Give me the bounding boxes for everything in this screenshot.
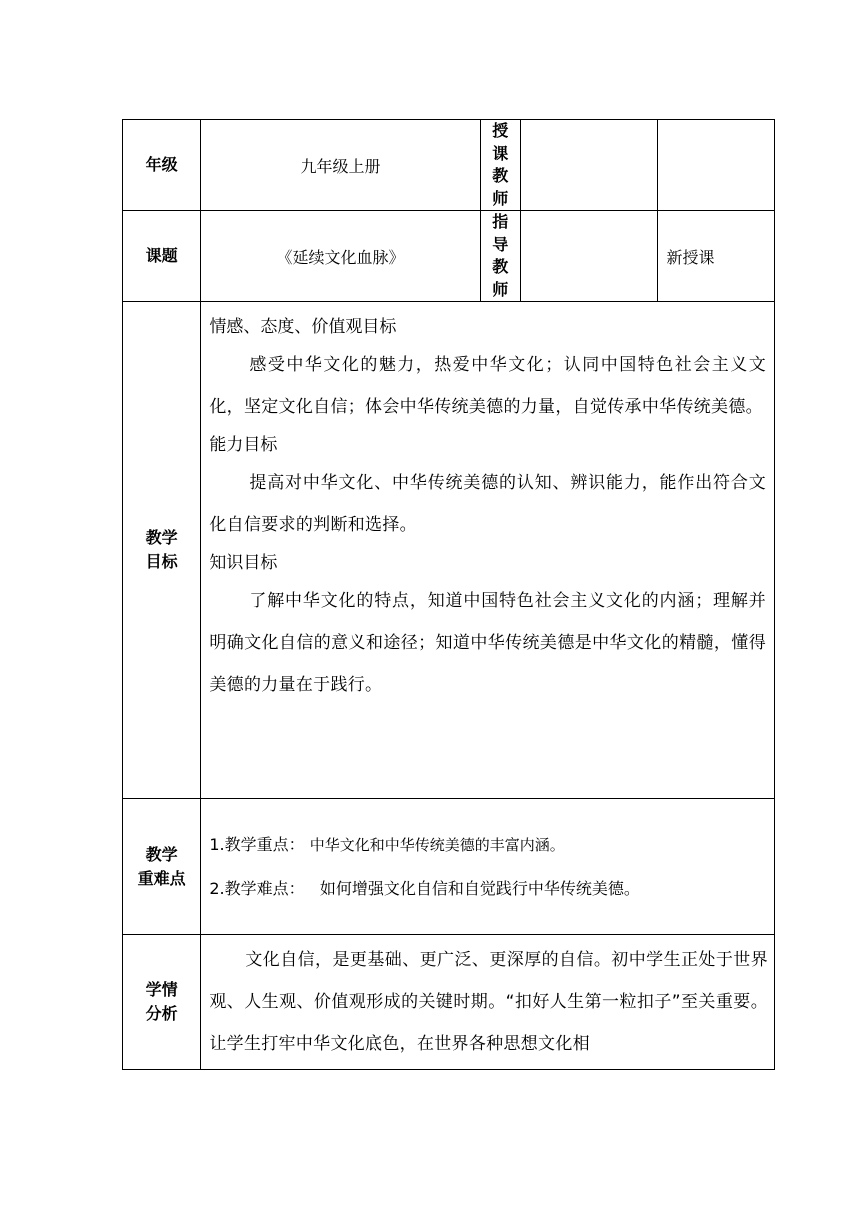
lesson-type: 新授课: [658, 211, 775, 302]
grade-row: [123, 120, 775, 211]
teacher-value: [520, 120, 658, 211]
guide-teacher-value: [520, 211, 658, 302]
goal-heading-knowledge: 知识目标: [209, 553, 278, 573]
grade-value: 九年级上册: [201, 120, 480, 211]
topic-value: 《延续文化血脉》: [201, 211, 480, 302]
analysis-row: [123, 935, 775, 1070]
goal-heading-ability: 能力目标: [209, 435, 278, 455]
analysis-content: [201, 935, 775, 1070]
topic-row: [123, 211, 775, 302]
goals-content: [201, 302, 775, 799]
teacher-label: 授 课 教 师: [480, 120, 520, 211]
difficult-point: 2.教学难点： 如何增强文化自信和自觉践行中华传统美德。: [209, 878, 640, 898]
grade-extra-cell: [658, 120, 775, 211]
guide-teacher-label: 指 导 教 师: [480, 211, 520, 302]
keys-label: 教学 重难点: [123, 799, 201, 935]
goals-label: 教学 目标: [123, 302, 201, 799]
keys-content: [201, 799, 775, 935]
lesson-plan-table: [122, 119, 775, 1070]
goal-text-attitude: 感受中华文化的魅力，热爱中华文化；认同中国特色社会主义文化，坚定文化自信；体会中华传统美德的力量，自觉传承中华传统美德。: [209, 355, 766, 417]
analysis-text: 文化自信，是更基础、更广泛、更深厚的自信。初中学生正处于世界观、人生观、价值观形成的关键时期。“扣好人生第一粒扣子”至关重要。让学生打牢中华文化底色，在世界各种思想文化相: [209, 950, 768, 1054]
goal-text-knowledge: 了解中华文化的特点，知道中国特色社会主义文化的内涵；理解并明确文化自信的意义和途径；知道中华传统美德是中华文化的精髓，懂得美德的力量在于践行。: [209, 591, 766, 695]
goals-row: [123, 302, 775, 799]
grade-label: 年级: [123, 120, 201, 211]
key-point: 1.教学重点： 中华文化和中华传统美德的丰富内涵。: [209, 834, 565, 854]
analysis-label: 学情 分析: [123, 935, 201, 1070]
keys-row: [123, 799, 775, 935]
topic-label: 课题: [123, 211, 201, 302]
goal-text-ability: 提高对中华文化、中华传统美德的认知、辨识能力，能作出符合文化自信要求的判断和选择。: [209, 473, 766, 535]
goal-heading-attitude: 情感、态度、价值观目标: [209, 317, 397, 337]
